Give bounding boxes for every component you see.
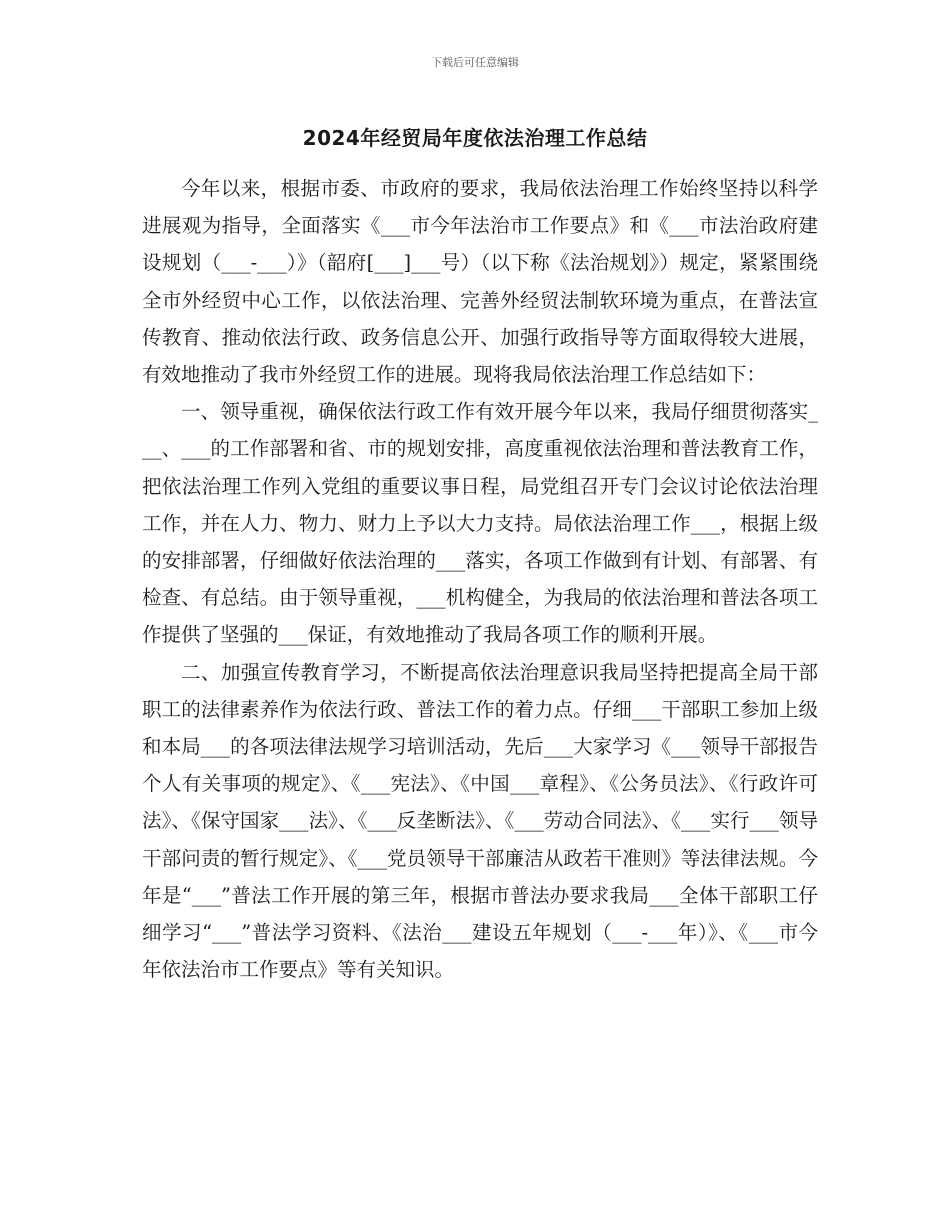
paragraph-section-2: 二、加强宣传教育学习，不断提高依法治理意识我局坚持把提高全局干部职工的法律素养作为依法行政、普法工作的着力点。仔细___干部职工参加上级和本局___的各项法律法规学习培训活动，先后___大家学习《___领导干部报告个人有关事项的规定》、《___宪法》、《中国___章程》、《公务员法》、《行政许可法》、《保守国家___法》、《___反垄断法》、《___劳动合同法》、《___实行___领导干部问责的暂行规定》、《___党员领导干部廉洁从政若干准则》等法律法规。今年是“___”普法工作开展的第三年，根据市普法办要求我局___全体干部职工仔细学习“___”普法学习资料、《法治___建设五年规划（___-___年）》、《___市今年依法治市工作要点》等有关知识。: [142, 660, 818, 982]
document-title: 2024年经贸局年度依法治理工作总结: [302, 126, 648, 150]
document-body: [142, 170, 818, 988]
page-header-note: 下载后可任意编辑: [431, 56, 519, 69]
paragraph-intro: 今年以来，根据市委、市政府的要求，我局依法治理工作始终坚持以科学进展观为指导，全面落实《___市今年法治市工作要点》和《___市法治政府建设规划（___-___）》（韶府[___]___号）（以下称《法治规划》）规定，紧紧围绕全市外经贸中心工作，以依法治理、完善外经贸法制软环境为重点，在普法宣传教育、推动依法行政、政务信息公开、加强行政指导等方面取得较大进展，有效地推动了我市外经贸工作的进展。现将我局依法治理工作总结如下：: [142, 177, 818, 387]
paragraph-section-1: 一、领导重视，确保依法行政工作有效开展今年以来，我局仔细贯彻落实___、___的工作部署和省、市的规划安排，高度重视依法治理和普法教育工作，把依法治理工作列入党组的重要议事日程，局党组召开专门会议讨论依法治理工作，并在人力、物力、财力上予以大力支持。局依法治理工作___，根据上级的安排部署，仔细做好依法治理的___落实，各项工作做到有计划、有部署、有检查、有总结。由于领导重视，___机构健全，为我局的依法治理和普法各项工作提供了坚强的___保证，有效地推动了我局各项工作的顺利开展。: [142, 400, 818, 647]
